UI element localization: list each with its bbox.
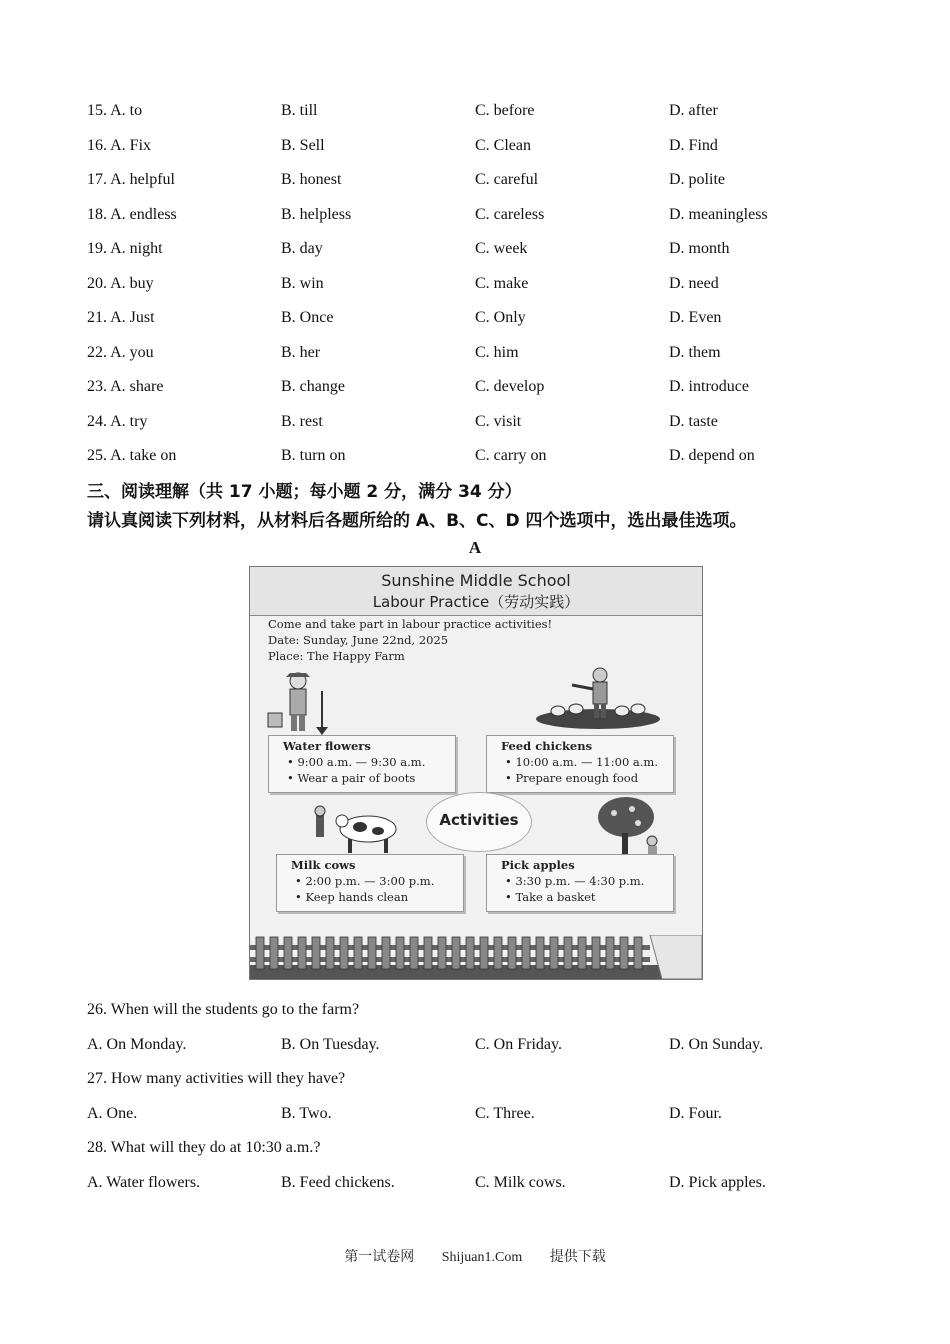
option-d: D. them [669, 343, 721, 361]
activity-time: • 10:00 a.m. — 11:00 a.m. [505, 755, 658, 769]
option-d: D. Pick apples. [669, 1174, 766, 1191]
option-row-15 [87, 100, 887, 122]
option-c: C. make [475, 274, 529, 292]
question-27-stem: 27. How many activities will they have? [87, 1070, 346, 1087]
option-a: A. On Monday. [87, 1036, 187, 1053]
activity-card-water-flowers [268, 735, 456, 793]
option-b: B. Feed chickens. [281, 1174, 395, 1191]
question-27-options [87, 1103, 887, 1125]
activity-time: • 2:00 p.m. — 3:00 p.m. [295, 874, 435, 888]
option-a: 22. A. you [87, 343, 154, 361]
option-b: B. till [281, 102, 318, 119]
activity-card-milk-cows [276, 854, 464, 912]
option-a: 25. A. take on [87, 447, 177, 464]
apple-tree-illustration [594, 795, 664, 859]
option-c: C. visit [475, 412, 522, 430]
option-a: 17. A. helpful [87, 171, 175, 188]
poster-title: Labour Practice（劳动实践） [372, 593, 580, 611]
question-26-options [87, 1034, 887, 1056]
option-c: C. him [475, 343, 519, 361]
option-c: C. careless [475, 205, 545, 223]
activity-note: • Wear a pair of boots [287, 771, 416, 785]
option-d: D. depend on [669, 447, 755, 464]
feeding-chickens-illustration [530, 665, 660, 731]
option-c: C. carry on [475, 447, 547, 464]
option-row-23 [87, 376, 887, 398]
option-b: B. helpless [281, 205, 352, 223]
question-26-stem: 26. When will the students go to the farm? [87, 1001, 360, 1018]
option-row-24 [87, 411, 887, 433]
option-b: B. Two. [281, 1105, 332, 1122]
option-a: 19. A. night [87, 240, 163, 257]
question-28-options [87, 1172, 887, 1194]
option-c: C. Clean [475, 136, 531, 154]
activities-center-label [426, 792, 532, 852]
option-a: 20. A. buy [87, 274, 154, 292]
footer-site-cn: 第一试卷网 [344, 1250, 415, 1265]
option-row-17 [87, 169, 887, 191]
footer-site-en: Shijuan1.Com [441, 1250, 523, 1265]
option-row-16 [87, 135, 887, 157]
option-d: D. Even [669, 309, 722, 326]
activity-name: Milk cows [291, 858, 356, 872]
poster-place: Place: The Happy Farm [268, 649, 405, 663]
option-c: C. Only [475, 309, 526, 326]
option-a: 18. A. endless [87, 205, 177, 223]
option-d: D. On Sunday. [669, 1036, 764, 1053]
option-row-18 [87, 204, 887, 226]
option-a: 15. A. to [87, 102, 143, 119]
page-footer [0, 1246, 950, 1266]
activity-card-pick-apples [486, 854, 674, 912]
option-b: B. turn on [281, 447, 346, 464]
footer-note: 提供下载 [549, 1250, 606, 1265]
option-b: B. win [281, 274, 324, 292]
option-b: B. rest [281, 412, 323, 430]
activities-title: Activities [439, 811, 519, 829]
labour-practice-poster [249, 566, 703, 980]
section-title: 三、阅读理解（共 17 小题；每小题 2 分，满分 34 分） [87, 482, 522, 502]
option-b: B. Sell [281, 136, 325, 154]
option-d: D. after [669, 102, 718, 119]
poster-date: Date: Sunday, June 22nd, 2025 [268, 633, 449, 647]
option-b: B. On Tuesday. [281, 1036, 380, 1053]
option-d: D. polite [669, 171, 725, 188]
option-c: C. Milk cows. [475, 1174, 566, 1191]
option-c: C. before [475, 102, 535, 119]
option-c: C. develop [475, 378, 545, 395]
option-row-21 [87, 307, 887, 329]
option-d: D. Find [669, 136, 718, 154]
activity-name: Feed chickens [501, 739, 593, 753]
section-instruction: 请认真阅读下列材料，从材料后各题所给的 A、B、C、D 四个选项中，选出最佳选项。 [87, 511, 747, 531]
option-b: B. day [281, 240, 323, 257]
activity-card-feed-chickens [486, 735, 674, 793]
activity-name: Pick apples [501, 858, 575, 872]
option-b: B. honest [281, 171, 342, 188]
milking-cow-illustration [312, 805, 408, 857]
farmer-watering-illustration [264, 667, 344, 737]
activity-note: • Keep hands clean [295, 890, 409, 904]
option-row-22 [87, 342, 887, 364]
option-c: C. careful [475, 171, 539, 188]
option-a: 21. A. Just [87, 309, 155, 326]
question-28-stem: 28. What will they do at 10:30 a.m.? [87, 1139, 321, 1156]
option-d: D. meaningless [669, 205, 768, 223]
option-c: C. Three. [475, 1105, 535, 1122]
option-a: 16. A. Fix [87, 136, 152, 154]
activity-note: • Take a basket [505, 890, 596, 904]
activity-time: • 3:30 p.m. — 4:30 p.m. [505, 874, 645, 888]
option-row-20 [87, 273, 887, 295]
fence-decoration [250, 935, 702, 979]
option-a: 24. A. try [87, 412, 148, 430]
activity-note: • Prepare enough food [505, 771, 639, 785]
passage-label: A [468, 538, 482, 557]
option-b: B. change [281, 378, 345, 395]
option-d: D. taste [669, 412, 718, 430]
poster-header [250, 567, 702, 616]
option-d: D. introduce [669, 378, 749, 395]
option-d: D. need [669, 274, 719, 292]
option-a: 23. A. share [87, 378, 164, 395]
option-a: A. Water flowers. [87, 1174, 201, 1191]
poster-school: Sunshine Middle School [381, 571, 571, 590]
option-c: C. week [475, 240, 528, 257]
activity-time: • 9:00 a.m. — 9:30 a.m. [287, 755, 426, 769]
option-d: D. month [669, 240, 730, 257]
option-row-25 [87, 445, 887, 467]
option-b: B. her [281, 343, 321, 361]
poster-invite: Come and take part in labour practice activities! [268, 617, 553, 631]
option-row-19 [87, 238, 887, 260]
option-b: B. Once [281, 309, 334, 326]
option-c: C. On Friday. [475, 1036, 562, 1053]
activity-name: Water flowers [283, 739, 371, 753]
option-a: A. One. [87, 1105, 138, 1122]
option-d: D. Four. [669, 1105, 722, 1122]
